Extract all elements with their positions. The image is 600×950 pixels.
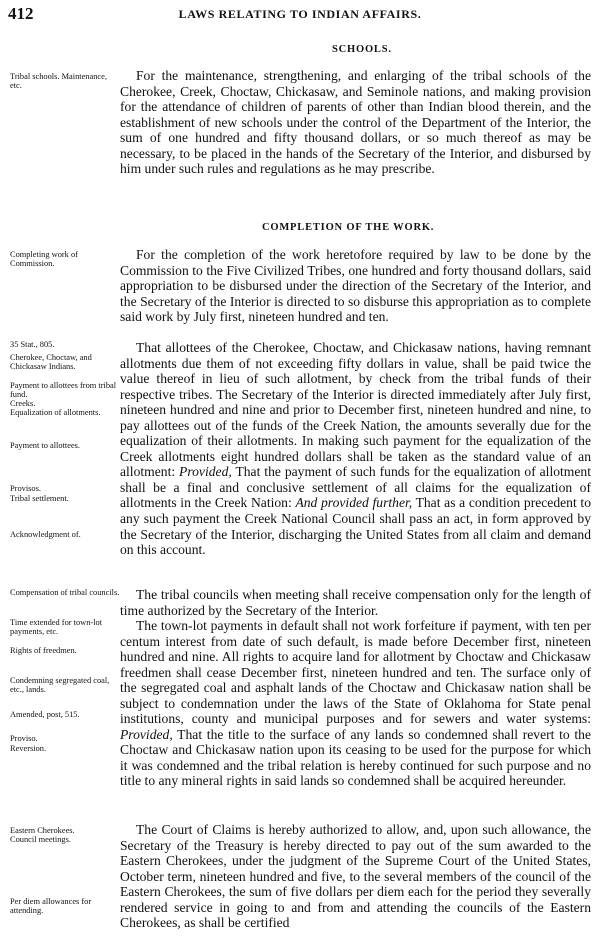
paragraph-court-of-claims: The Court of Claims is hereby authorized to allow, and, upon such allowance, the Secretary of the Treasury is hereby directed to pay out of the sum awarded to the Eastern Cherokees, under the judgment of the Supreme Court of the United States, October term, nineteen hundred and five, to the several members of the council of the Eastern Cherokees, the sum of five dollars per diem each for the period they severally rendered service in going to and from and attending the councils of the Eastern Cherokees, as shall be certified [120, 822, 591, 931]
paragraph-schools: For the maintenance, strengthening, and enlarging of the tribal schools of the Cherokee, Creek, Choctaw, Chickasaw, and Seminole nations, and making provision for the attendance of children of parents of other than Indian blood therein, and the establishment of new schools under the control of the Department of the Interior, the sum of one hundred and fifty thousand dollars, or so much thereof as may be necessary, to be placed in the hands of the Secretary of the Interior, and disbursed by him under such rules and regulations as he may prescribe. [120, 68, 591, 177]
and-provided-further-term: And provided further, [295, 495, 413, 511]
sidenote-proviso: Proviso. [10, 734, 38, 743]
section-heading-schools: SCHOOLS. [332, 44, 392, 55]
sidenote-completing-work: Completing work of Commission. [10, 250, 78, 268]
provided-term: Provided, [179, 464, 232, 480]
sidenote-tribal-schools: Tribal schools. Maintenance, etc. [10, 72, 107, 90]
sidenote-equalization: Equalization of allotments. [10, 408, 101, 417]
sidenote-condemning: Condemning segregated coal, etc., lands. [10, 676, 110, 694]
remnant-text-3: That as a condition precedent to any such payment the Creek National Council shall pass an act, in form approved by the Secretary of the Interior, discharging the United States from all claim and demand on this account. [120, 495, 591, 558]
sidenote-town-lot: Time extended for town-lot payments, etc. [10, 618, 103, 636]
sidenote-amended: Amended, post, 515. [10, 710, 80, 719]
section-heading-completion: COMPLETION OF THE WORK. [262, 222, 435, 233]
sidenote-creeks: Creeks. [10, 399, 36, 408]
remnant-text-1: That allottees of the Cherokee, Choctaw, and Chickasaw nations, having remnant allotments due them of not exceeding fifty dollars in value, shall be paid twice the value thereof in lieu of such allotment, by check from the tribal funds of their respective tribes. The Secretary of the Interior is directed immediately after July first, nineteen hundred and nine and prior to December first, nineteen hundred and nine, to pay allottees out of the funds of the Creek Nation, the amounts severally due for the equalization of their allotments. In making such payment for the equalization of the Creek allotments eight hundred dollars shall be taken as the standard value of an allotment: [120, 340, 591, 480]
sidenote-tribal-settlement: Tribal settlement. [10, 494, 69, 503]
sidenote-reversion: Reversion. [10, 744, 47, 753]
sidenote-payment-allottees: Payment to allottees. [10, 441, 81, 450]
sidenote-compensation-councils: Compensation of tribal councils. [10, 588, 120, 597]
sidenote-cherokee-choctaw: Cherokee, Choctaw, and Chickasaw Indians. [10, 353, 92, 371]
running-title: LAWS RELATING TO INDIAN AFFAIRS. [178, 7, 422, 21]
sidenote-stat-reference: 35 Stat., 805. [10, 340, 55, 349]
town-lot-text-1: The town-lot payments in default shall not work forfeiture if payment, with ten per centum interest from date of such default, is made before December first, nineteen hundred and nine. All rights to acquire land for allotment by Choctaw and Chickasaw freedmen shall cease December first, nineteen hundred and ten. The surface only of the segregated coal and asphalt lands of the Choctaw and Chickasaw nation shall be subject to condemnation under the laws of the State of Oklahoma for State penal institutions, county and municipal purposes and for sewers and water systems: [120, 618, 591, 727]
sidenote-provisos: Provisos. [10, 484, 41, 493]
running-head [8, 4, 592, 26]
paragraph-completion: For the completion of the work heretofore required by law to be done by the Commission to the Five Civilized Tribes, one hundred and forty thousand dollars, said appropriation to be disbursed under the direction of the Secretary of the Interior, and the Secretary of the Interior is directed to so disburse this appropriation as to complete said work by July first, nineteen hundred and ten. [120, 247, 591, 325]
paragraph-remnant-allotments [120, 340, 591, 558]
sidenote-per-diem: Per diem allowances for attending. [10, 897, 92, 915]
remnant-text-2: That the payment of such funds for the equalization of allotment shall be a final and conclusive settlement of all claims for the equalization of allotments in the Creek Nation: [120, 464, 591, 511]
page-number: 412 [8, 4, 34, 23]
town-lot-text-2: That the title to the surface of any lands so condemned shall revert to the Choctaw and Chickasaw nation upon its ceasing to be used for the purpose for which it was condemned and the tribal relation is hereby continued for such purpose and no title to any mineral rights in said lands so condemned shall be acquired hereunder. [120, 726, 591, 789]
sidenote-freedmen: Rights of freedmen. [10, 646, 77, 655]
sidenote-payment-tribal-fund: Payment to allottees from tribal fund. [10, 381, 117, 399]
sidenote-council-meetings: Council meetings. [10, 835, 71, 844]
provided-term: Provided, [120, 726, 173, 742]
paragraph-tribal-councils: The tribal councils when meeting shall receive compensation only for the length of time authorized by the Secretary of the Interior. [120, 587, 591, 618]
sidenote-acknowledgment: Acknowledgment of. [10, 530, 81, 539]
sidenote-eastern-cherokees: Eastern Cherokees. [10, 826, 75, 835]
paragraph-town-lot [120, 618, 591, 789]
